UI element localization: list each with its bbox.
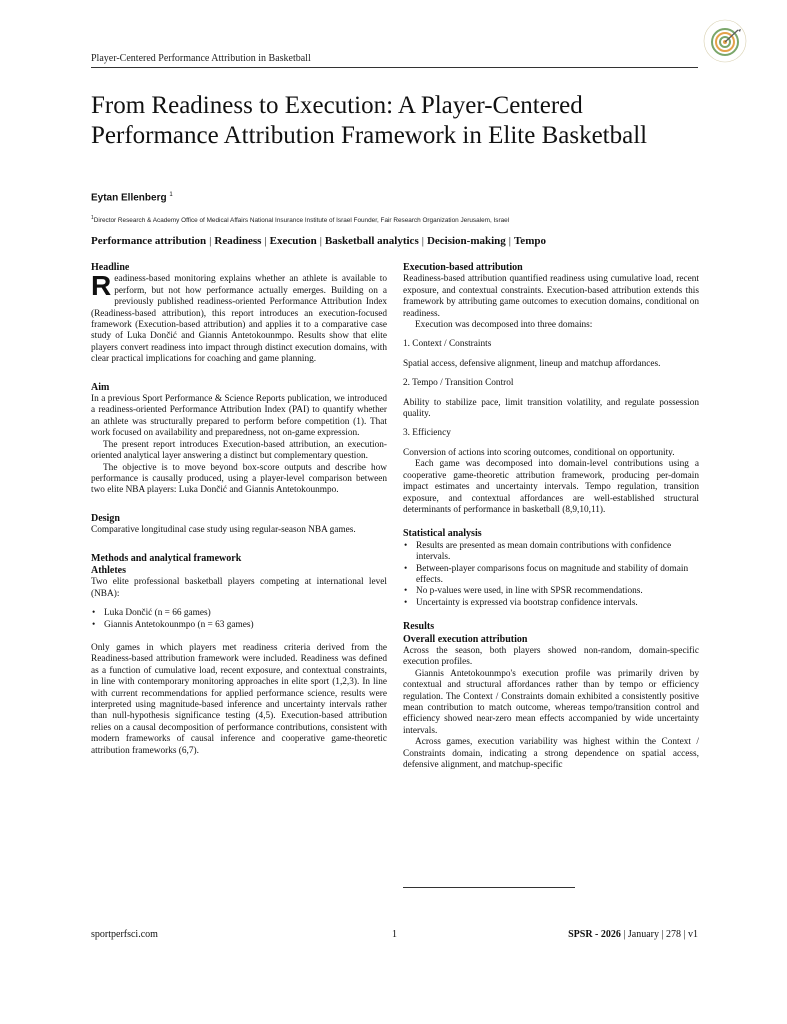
aim-paragraph: The present report introduces Execution-based attribution, an execution-oriented analytical layer answering a distinct but complementary question. xyxy=(91,439,387,462)
running-head: Player-Centered Performance Attribution in Basketball xyxy=(91,53,311,64)
section-heading-design: Design xyxy=(91,512,120,524)
execution-paragraph: Readiness-based attribution quantified readiness using cumulative load, recent exposure, and contextual constraints. Execution-based attribution extends this framework by attributing game outcomes to execution domains, conditional on readiness. xyxy=(403,274,699,319)
keyword: Decision-making xyxy=(426,235,506,247)
domain-title: 2. Tempo / Transition Control xyxy=(403,378,514,389)
list-item: • Uncertainty is expressed via bootstrap confidence intervals. xyxy=(404,597,638,608)
execution-paragraph: Execution was decomposed into three domains: xyxy=(415,320,593,331)
keyword: Basketball analytics xyxy=(324,235,419,247)
statistics-list xyxy=(403,541,699,609)
list-item: • No p-values were used, in line with SPSR recommendations. xyxy=(404,586,643,597)
execution-paragraph: Each game was decomposed into domain-level contributions using a cooperative game-theoretic attribution framework, producing per-domain impact estimates and uncertainty intervals. Tempo regulation, transition exposure, and contextual affordances are well-established structural determinants of performance in basketball (8,9,10,11). xyxy=(403,459,699,515)
headline-paragraph xyxy=(91,270,387,365)
section-heading-statistics: Statistical analysis xyxy=(403,528,482,540)
affiliation-text: Director Research & Academy Office of Medical Affairs National Insurance Institute of Israel Founder, Fair Research Organization Jerusalem, Israel xyxy=(93,217,510,225)
design-paragraph: Comparative longitudinal case study using regular-season NBA games. xyxy=(91,525,356,536)
target-logo-icon xyxy=(702,18,748,64)
section-heading-aim: Aim xyxy=(91,381,110,393)
section-heading-execution: Execution-based attribution xyxy=(403,262,523,273)
results-paragraph: Across games, execution variability was highest within the Context / Constraints domain, indicating a strong dependence on spatial access, defensive alignment, and matchup-specific xyxy=(403,737,699,771)
page-number: 1 xyxy=(392,929,397,940)
section-heading-results: Results xyxy=(403,621,435,633)
aim-paragraph: The objective is to move beyond box-score outputs and describe how performance is causally produced, using a player-level comparison between two elite NBA players: Luka Dončić and Giannis Antetokounmpo. xyxy=(91,462,387,496)
methods-paragraph: Only games in which players met readiness criteria derived from the Readiness-based attribution framework were included. Readiness was defined as a function of cumulative load, recent exposure, and contextual constraints, in line with contemporary monitoring approaches in elite sport (1,2,3). In line with current recommendations for applied performance science, results were interpreted using magnitude-based inference and uncertainty intervals rather than null-hypothesis significance testing (4,5). Execution-based attribution relies on a causal decomposition of performance contributions, consistent with modern frameworks of causal inference and cooperative game-theoretic attribution frameworks (6,7). xyxy=(91,642,387,756)
section-heading-methods: Methods and analytical framework xyxy=(91,552,242,564)
header-rule xyxy=(91,67,698,68)
subsection-heading-overall: Overall execution attribution xyxy=(403,633,528,645)
footnote-rule xyxy=(403,887,575,888)
right-column xyxy=(403,262,699,771)
subsection-heading-athletes: Athletes xyxy=(91,564,126,576)
journal-issue: | January | 278 | v1 xyxy=(623,929,698,940)
keyword: Performance attribution xyxy=(91,235,207,247)
list-item: • Luka Dončić (n = 66 games) xyxy=(92,608,211,619)
domain-title: 1. Context / Constraints xyxy=(403,339,492,350)
domain-title: 3. Efficiency xyxy=(403,428,451,439)
list-item: • Results are presented as mean domain contributions with confidence intervals. xyxy=(404,540,672,563)
domain-description: Spatial access, defensive alignment, lineup and matchup affordances. xyxy=(403,358,661,369)
keyword: Execution xyxy=(269,235,317,247)
headline-text: eadiness-based monitoring explains whether an athlete is available to perform, but not how performance actually emerges. Building on a previously published readiness-oriented Performance Attribution Index (Readiness-based attribution), this report introduces an execution-focused framework (Execution-based attribution) and applies it to a comparative case study of Luka Dončić and Giannis Antetokounmpo. Results show that elite players convert readiness into impact through distinct execution domains, with clear practical implications for coaching and game planning. xyxy=(91,274,387,365)
footer-journal xyxy=(532,929,698,940)
keyword: Readiness xyxy=(214,235,262,247)
author-name: Eytan Ellenberg xyxy=(91,192,167,204)
keywords: Performance attribution | Readiness | Execution | Basketball analytics | Decision-making | Tempo xyxy=(91,235,546,247)
author-line xyxy=(91,192,173,203)
keyword: Tempo xyxy=(513,235,546,247)
paper-title: From Readiness to Execution: A Player-Centered Performance Attribution Framework in Elite Basketball xyxy=(91,92,648,149)
athletes-list xyxy=(91,608,387,631)
athletes-paragraph: Two elite professional basketball players competing at international level (NBA): xyxy=(91,577,387,599)
list-item: • Giannis Antetokounmpo (n = 63 games) xyxy=(92,619,254,630)
section-heading-headline: Headline xyxy=(91,262,130,273)
left-column xyxy=(91,262,387,757)
footer-website: sportperfsci.com xyxy=(91,929,158,940)
aim-paragraph: In a previous Sport Performance & Science Reports publication, we introduced a readiness-oriented Performance Attribution Index (PAI) to quantify whether an athlete was structurally prepared to perform before competition (1). That work focused on availability and preparedness, not on-game expression. xyxy=(91,394,387,439)
affiliation xyxy=(91,215,701,224)
results-paragraph: Giannis Antetokounmpo's execution profile was primarily driven by contextual and structural affordances rather than by tempo or efficiency regulation. The Context / Constraints domain exhibited a consistently positive mean contribution to match outcome, whereas tempo/transition control and efficiency showed near-zero mean effects accompanied by wide uncertainty intervals. xyxy=(403,668,699,736)
affiliation-sup: 1 xyxy=(91,215,94,221)
results-paragraph: Across the season, both players showed non-random, domain-specific execution profiles. xyxy=(403,645,699,668)
drop-cap: R xyxy=(91,270,112,302)
domain-description: Ability to stabilize pace, limit transition volatility, and regulate possession quality. xyxy=(403,397,699,420)
domain-description: Conversion of actions into scoring outcomes, conditional on opportunity. xyxy=(403,447,675,458)
author-sup: 1 xyxy=(169,192,173,198)
journal-name: SPSR - 2026 xyxy=(568,929,621,940)
list-item: • Between-player comparisons focus on magnitude and stability of domain effects. xyxy=(404,563,689,585)
